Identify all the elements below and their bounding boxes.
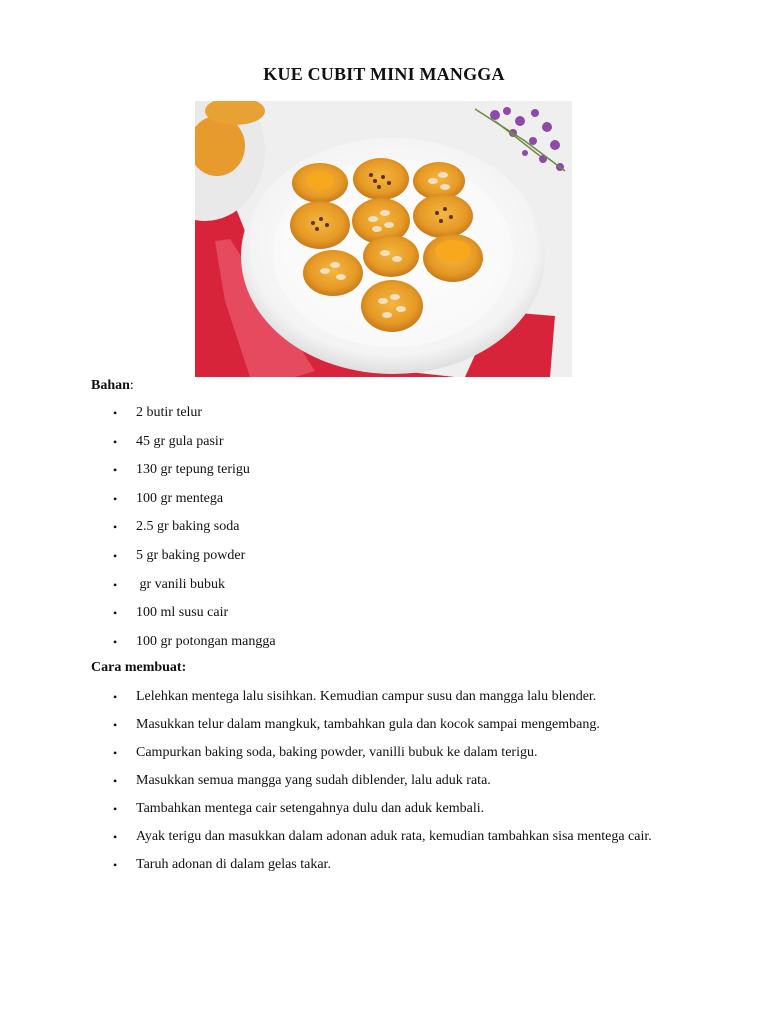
list-item [0, 824, 676, 850]
ingredient-text: 100 ml susu cair [136, 605, 229, 621]
cara-membuat-heading: Cara membuat: [91, 660, 187, 675]
list-item [0, 571, 676, 600]
ingredient-text: 2 butir telur [136, 405, 203, 420]
bullet-icon: • [113, 690, 118, 704]
bullet-icon: • [113, 858, 118, 872]
list-item [0, 513, 676, 542]
list-item [0, 796, 676, 822]
ingredient-text: 45 gr gula pasir [136, 433, 224, 449]
bullet-icon: • [113, 802, 118, 816]
bullet-icon: • [113, 746, 118, 760]
step-text: Tambahkan mentega cair setengahnya dulu dan aduk kembali. [136, 801, 485, 816]
list-item [0, 684, 676, 710]
bullet-icon: • [113, 520, 118, 535]
list-item [0, 628, 676, 657]
list-item [0, 740, 676, 766]
bullet-icon: • [113, 434, 118, 449]
bahan-colon: : [129, 378, 134, 393]
list-item [0, 399, 676, 428]
bullet-icon: • [113, 577, 118, 592]
list-item [0, 852, 676, 878]
bahan-label: Bahan [91, 378, 130, 393]
bullet-icon: • [113, 606, 118, 621]
ingredient-text: gr vanili bubuk [136, 576, 226, 592]
bullet-icon: • [113, 718, 118, 732]
list-item [0, 428, 676, 457]
ingredient-text: 100 gr potongan mangga [136, 633, 276, 649]
steps-list [0, 684, 676, 880]
bullet-icon: • [113, 406, 118, 420]
recipe-photo [195, 101, 572, 377]
bullet-icon: • [113, 491, 118, 506]
step-text: Masukkan semua mangga yang sudah diblender, lalu aduk rata. [136, 773, 491, 788]
ingredient-list [0, 399, 676, 656]
step-text: Lelehkan mentega lalu sisihkan. Kemudian campur susu dan mangga lalu blender. [136, 689, 597, 704]
bullet-icon: • [113, 548, 118, 563]
step-text: Masukkan telur dalam mangkuk, tambahkan gula dan kocok sampai mengembang. [136, 717, 600, 732]
bahan-heading [91, 378, 134, 394]
ingredient-text: 2.5 gr baking soda [136, 519, 240, 535]
bullet-icon: • [113, 830, 118, 844]
list-item [0, 456, 676, 485]
bullet-icon: • [113, 634, 118, 649]
bullet-icon: • [113, 463, 118, 478]
step-text: Taruh adonan di dalam gelas takar. [136, 857, 331, 872]
list-item [0, 542, 676, 571]
step-text: Campurkan baking soda, baking powder, vanilli bubuk ke dalam terigu. [136, 745, 538, 760]
bullet-icon: • [113, 774, 118, 788]
list-item [0, 712, 676, 738]
list-item [0, 768, 676, 794]
ingredient-text: 5 gr baking powder [136, 547, 246, 563]
list-item [0, 485, 676, 514]
list-item [0, 599, 676, 628]
step-text: Ayak terigu dan masukkan dalam adonan aduk rata, kemudian tambahkan sisa mentega cair. [136, 829, 652, 844]
ingredient-text: 130 gr tepung terigu [136, 462, 250, 478]
ingredient-text: 100 gr mentega [136, 490, 224, 506]
page-title: KUE CUBIT MINI MANGGA [263, 64, 505, 84]
